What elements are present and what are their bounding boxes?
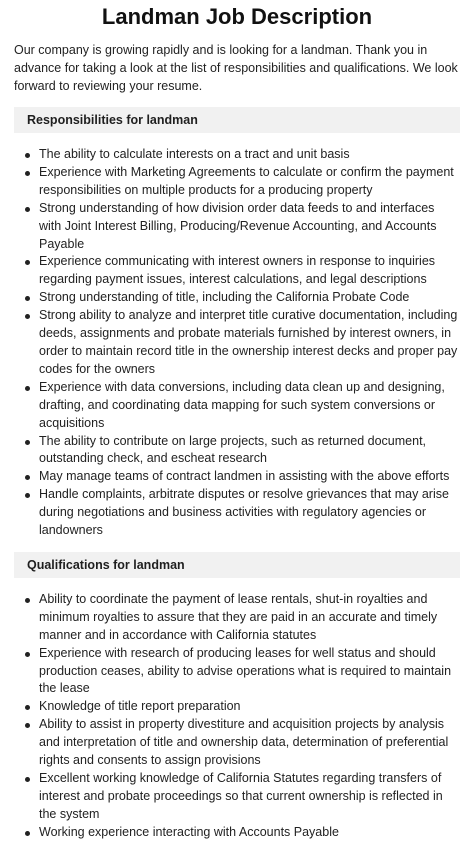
list-item [14, 486, 460, 540]
list-item [14, 146, 460, 164]
bullet-icon [25, 598, 30, 603]
bullet-icon [25, 386, 30, 391]
bullet-icon [25, 171, 30, 176]
bullet-icon [25, 475, 30, 480]
page-title: Landman Job Description [101, 4, 373, 29]
list-item [14, 716, 460, 770]
list-item [14, 698, 460, 716]
list-item-text: Experience with Marketing Agreements to calculate or confirm the payment responsibilities on multiple products for a producing property [39, 164, 454, 197]
responsibilities-heading: Responsibilities for landman [14, 107, 460, 133]
bullet-icon [25, 777, 30, 782]
list-item [14, 433, 460, 469]
bullet-icon [25, 705, 30, 710]
list-item-text: Knowledge of title report preparation [39, 699, 241, 714]
list-item-text: Strong understanding of how division order data feeds to and interfaces with Joint Interest Billing, Producing/Revenue Accounting, and Accounts Payable [39, 200, 437, 251]
qualifications-heading: Qualifications for landman [14, 552, 460, 578]
responsibilities-section [14, 107, 460, 540]
list-item [14, 289, 460, 307]
list-item [14, 770, 460, 824]
list-item [14, 164, 460, 200]
list-item-text: Strong ability to analyze and interpret title curative documentation, including deeds, assignments and probate materials furnished by interest owners, in order to maintain record title in the ownership interest decks and proper pay codes for the owners [39, 308, 458, 376]
bullet-icon [25, 207, 30, 212]
list-item-text: Strong understanding of title, including the California Probate Code [39, 290, 410, 305]
qualifications-list [14, 591, 460, 842]
list-item-text: Experience with data conversions, including data clean up and designing, drafting, and coordinating data mapping for such system conversions or acquisitions [39, 379, 445, 430]
list-item-text: Experience with research of producing leases for well status and should production ceases, ability to advise operations what is required to maintain the lease [39, 645, 452, 696]
bullet-icon [25, 831, 30, 836]
list-item-text: The ability to calculate interests on a tract and unit basis [39, 147, 350, 161]
bullet-icon [25, 493, 30, 498]
bullet-icon [25, 153, 30, 158]
list-item [14, 468, 460, 486]
list-item-text: Ability to assist in property divestiture and acquisition projects by analysis and interpretation of title and ownership data, determination of preferential rights and consents to assign provisions [39, 717, 449, 768]
list-item [14, 379, 460, 433]
list-item-text: Ability to coordinate the payment of lease rentals, shut-in royalties and minimum royalties to assure that they are paid in an accurate and timely manner and in accordance with California statutes [39, 591, 438, 642]
responsibilities-list [14, 146, 460, 540]
bullet-icon [25, 652, 30, 657]
bullet-icon [25, 296, 30, 301]
list-item-text: May manage teams of contract landmen in assisting with the above efforts [39, 469, 450, 484]
list-item [14, 253, 460, 289]
list-item-text: Excellent working knowledge of California Statutes regarding transfers of interest and probate proceedings so that current ownership is reflected in the system [39, 771, 443, 821]
list-item [14, 824, 460, 842]
list-item [14, 591, 460, 645]
list-item-text: Handle complaints, arbitrate disputes or resolve grievances that may arise during negotiations and business activities with regulatory agencies or landowners [39, 487, 449, 538]
qualifications-section [14, 552, 460, 842]
bullet-icon [25, 314, 30, 319]
bullet-icon [25, 723, 30, 728]
intro-paragraph: Our company is growing rapidly and is looking for a landman. Thank you in advance for taking a look at the list of responsibilities and qualifications. We look forward to reviewing your resume. [14, 43, 458, 93]
list-item [14, 307, 460, 379]
bullet-icon [25, 260, 30, 265]
bullet-icon [25, 440, 30, 445]
list-item [14, 645, 460, 699]
list-item-text: The ability to contribute on large projects, such as returned document, outstanding check, and escheat research [39, 433, 427, 466]
list-item [14, 200, 460, 254]
list-item-text: Working experience interacting with Accounts Payable [39, 824, 339, 839]
list-item-text: Experience communicating with interest owners in response to inquiries regarding payment issues, interest calculations, and legal descriptions [39, 254, 436, 287]
